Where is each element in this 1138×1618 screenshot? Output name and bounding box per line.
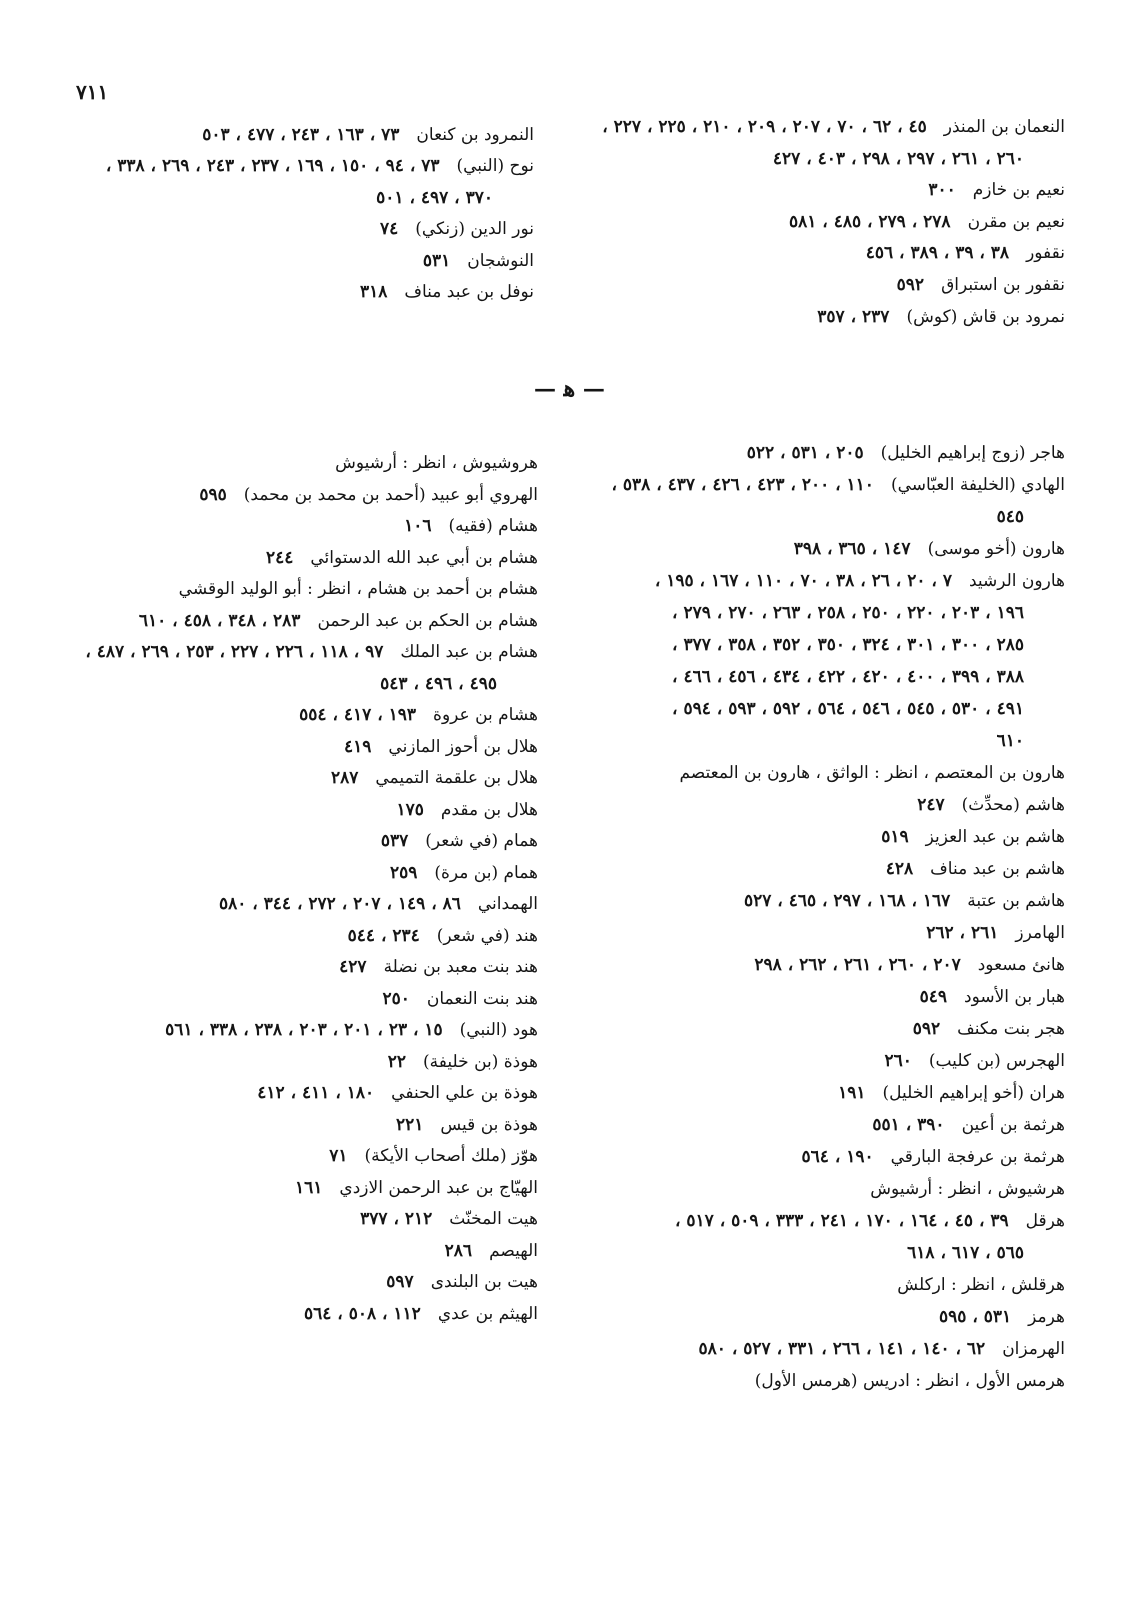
index-entry [866,242,1065,264]
entry-name: هشام بن أحمد بن هشام ، انظر : أبو الوليد الوقشي [178,579,538,599]
entry-page-refs: ٢٧٨ ، ٢٧٩ ، ٤٨٥ ، ٥٨١ [788,211,951,232]
index-entry [913,1018,1065,1040]
entry-name: هند بنت النعمان [426,988,538,1009]
index-entry-continuation [376,187,510,209]
entry-name: هارون الرشيد [968,571,1065,591]
section-letter-heading: — ﻫ — [534,376,605,402]
index-entry-continuation [380,673,514,695]
entry-name: هانئ مسعود [977,955,1065,975]
entry-name: الهادي (الخليفة العبّاسي) [890,475,1065,495]
index-entry [299,704,538,726]
entry-page-refs: ٢٠٧ ، ٢٦٠ ، ٢٦١ ، ٢٦٢ ، ٢٩٨ [754,955,961,975]
index-entry-continuation [672,634,1041,656]
entry-page-refs: ٦١٠ [996,731,1024,751]
index-entry [295,1177,538,1199]
entry-name: هاشم بن عبد العزيز [925,827,1065,847]
entry-page-refs: ٥٦٥ ، ٦١٧ ، ٦١٨ [907,1243,1024,1263]
entry-page-refs: ٢٨٥ ، ٣٠٠ ، ٣٠١ ، ٣٢٤ ، ٣٥٠ ، ٣٥٢ ، ٣٥٨ ، ٣٧٧ ، [672,635,1024,655]
entry-name: هرثمة بن أعين [961,1115,1065,1135]
entry-name: هران (أخو إبراهيم الخليل) [882,1083,1065,1103]
entry-page-refs: ٤٩١ ، ٥٣٠ ، ٥٤٥ ، ٥٤٦ ، ٥٦٤ ، ٥٩٢ ، ٥٩٣ ، ٥٩٤ ، [672,699,1024,719]
index-entry [165,1019,538,1041]
index-entry [802,1146,1066,1168]
index-entry [386,1271,538,1293]
entry-name: النمرود بن كنعان [416,125,534,145]
entry-name: الهيثم بن عدي [437,1303,538,1324]
entry-page-refs: ١١٢ ، ٥٠٨ ، ٥٦٤ [303,1303,421,1324]
entry-page-refs: ١٠٦ [404,516,432,536]
entry-name: نقفور [1026,243,1065,264]
entry-name: نوفل بن عبد مناف [404,282,534,302]
index-entry [754,954,1065,976]
entry-page-refs: ٣١٨ [359,282,388,302]
index-entry-continuation [672,602,1041,624]
entry-name: هوذة بن قيس [440,1114,538,1135]
index-entry [920,986,1065,1008]
index-entry [853,1178,1065,1200]
entry-page-refs: ٣٧٠ ، ٤٩٧ ، ٥٠١ [376,187,493,208]
index-entry [390,862,538,884]
entry-page-refs: ٧٤ [379,219,399,240]
index-entry-continuation [773,148,1041,170]
index-entry [360,1208,538,1230]
entry-page-refs: ٢١٢ ، ٣٧٧ [360,1209,433,1229]
index-entry [917,794,1065,816]
entry-name: هلال بن علقمة التميمي [375,768,538,788]
index-entry-continuation [997,730,1041,752]
index-entry [897,274,1065,296]
entry-page-refs: ١٩٦ ، ٢٠٣ ، ٢٢٠ ، ٢٥٠ ، ٢٥٨ ، ٢٦٣ ، ٢٧٠ ، ٢٧٩ ، [672,603,1024,623]
index-entry [747,442,1065,464]
entry-page-refs: ٥٣١ [422,250,451,271]
entry-page-refs: ٧٣ ، ٩٤ ، ١٥٠ ، ١٦٩ ، ٢٣٧ ، ٢٤٣ ، ٢٦٩ ، ٣٣٨ ، [105,156,440,177]
index-column-top-left [60,124,534,324]
index-entry [884,1050,1065,1072]
entry-name: هند بنت معبد بن نضلة [383,957,538,977]
entry-page-refs: ٢٨٦ [444,1240,473,1261]
entry-page-refs: ٢٦٠ [884,1051,912,1071]
entry-page-refs: ٢٦٠ ، ٢٦١ ، ٢٩٧ ، ٢٩٨ ، ٤٠٣ ، ٤٢٧ [772,148,1024,169]
index-entry [699,1338,1065,1360]
index-entry [445,1240,538,1262]
entry-page-refs: ٣٨٨ ، ٣٩٩ ، ٤٠٠ ، ٤٢٠ ، ٤٢٢ ، ٤٣٤ ، ٤٥٦ ، ٤٦٦ ، [672,667,1024,687]
index-entry [423,250,534,272]
entry-page-refs: ٥٤٩ [919,987,948,1007]
entry-name: هاشم بن عتبة [967,891,1065,911]
entry-name: هشام بن الحكم بن عبد الرحمن [317,610,538,631]
index-entry [794,538,1065,560]
entry-name: نقفور بن استبراق [941,275,1065,295]
entry-name: نور الدين (زنكي) [415,219,534,240]
entry-name: همام (في شعر) [425,831,538,851]
index-entry [928,179,1065,201]
index-entry [611,474,1065,496]
index-entry-continuation [672,666,1041,688]
index-entry [388,1051,538,1073]
entry-name: هرمس الأول ، انظر : ادريس (هرمس الأول) [754,1371,1065,1391]
index-entry [331,767,538,789]
index-entry [396,1114,538,1136]
entry-name: هلال بن مقدم [440,799,538,820]
entry-name: هوذة (بن خليفة) [423,1051,538,1072]
entry-name: هاجر (زوج إبراهيم الخليل) [880,443,1065,463]
entry-page-refs: ٦٢ ، ١٤٠ ، ١٤١ ، ٢٦٦ ، ٣٣١ ، ٥٢٧ ، ٥٨٠ [698,1339,986,1359]
entry-page-refs: ١٩١ [838,1083,866,1103]
index-entry-continuation [997,506,1041,528]
entry-name: همام (بن مرة) [434,862,538,883]
index-entry [404,515,538,537]
entry-page-refs: ٥٤٥ [996,507,1024,527]
entry-name: هارون بن المعتصم ، انظر : الواثق ، هارون بن المعتصم [679,763,1065,783]
entry-page-refs: ٢٨٧ [330,768,359,788]
entry-name: الهرمزان [1002,1339,1065,1359]
entry-page-refs: ٢٣٤ ، ٥٤٤ [347,925,420,946]
entry-page-refs: ٥٩٥ [199,484,227,505]
index-entry [106,155,534,177]
index-entry [199,484,538,506]
entry-name: هرثمة بن عرفجة البارقي [890,1147,1065,1167]
entry-name: الهمداني [477,894,538,914]
entry-page-refs: ٥٩٧ [386,1272,414,1292]
index-entry [744,890,1065,912]
entry-page-refs: ٧١ [329,1146,348,1166]
index-entry [789,211,1065,233]
entry-name: هرقل [1025,1211,1065,1231]
index-entry [838,1082,1065,1104]
entry-page-refs: ١٦٧ ، ١٦٨ ، ٢٩٧ ، ٤٦٥ ، ٥٢٧ [743,891,951,911]
entry-name: النعمان بن المنذر [943,117,1065,137]
index-entry [329,1145,538,1167]
entry-page-refs: ٣٨ ، ٣٩ ، ٣٨٩ ، ٤٥٦ [865,243,1010,264]
entry-page-refs: ٢٢١ [395,1114,424,1135]
entry-page-refs: ٥٣١ ، ٥٩٥ [939,1307,1012,1327]
index-entry [886,858,1065,880]
entry-page-refs: ١٨٠ ، ٤١١ ، ٤١٢ [257,1083,375,1103]
entry-page-refs: ٩٧ ، ١١٨ ، ٢٢٦ ، ٢٢٧ ، ٢٥٣ ، ٢٦٩ ، ٤٨٧ ، [85,642,384,662]
entry-page-refs: ٤٩٥ ، ٤٩٦ ، ٥٤٣ [380,673,497,694]
index-entry [348,925,538,947]
index-entry [926,922,1065,944]
entry-name: الهامرز [1015,923,1065,943]
page-number: ٧١١ [76,80,109,104]
entry-name: هبار بن الأسود [964,987,1065,1007]
index-entry-continuation [907,1242,1041,1264]
entry-name: نعيم بن خازم [972,180,1065,201]
entry-name: هند (في شعر) [436,925,538,946]
entry-name: هيت المخنّث [449,1209,538,1229]
entry-name: هارون (أخو موسى) [927,539,1065,559]
index-entry-continuation [672,698,1041,720]
entry-name: هشام بن عروة [433,705,538,725]
index-entry [381,830,538,852]
entry-page-refs: ٧ ، ٢٠ ، ٢٦ ، ٣٨ ، ٧٠ ، ١١٠ ، ١٦٧ ، ١٩٥ ، [654,571,952,591]
entry-page-refs: ١٩٣ ، ٤١٧ ، ٥٥٤ [299,705,417,725]
index-entry [872,1114,1065,1136]
entry-name: هاشم (محدِّث) [961,795,1065,815]
index-entry [257,1082,538,1104]
index-entry [382,988,538,1010]
entry-name: هرشيوش ، انظر : أرشيوش [870,1179,1065,1199]
entry-page-refs: ٥٣٧ [380,831,409,851]
entry-name: هروشيوش ، انظر : أرشيوش [335,453,538,473]
entry-page-refs: ١١٠ ، ٢٠٠ ، ٤٢٣ ، ٤٢٦ ، ٤٣٧ ، ٥٣٨ ، [611,475,874,495]
index-entry [662,762,1065,784]
entry-name: هجر بنت مكنف [957,1019,1065,1039]
index-entry [675,1210,1065,1232]
index-entry [817,306,1065,328]
entry-name: الهيّاج بن عبد الرحمن الازدي [339,1177,538,1198]
entry-name: هود (النبي) [459,1020,538,1040]
entry-page-refs: ٢٥٩ [389,862,418,883]
index-column-top-right [560,116,1065,346]
entry-name: هرقلش ، انظر : اركلش [897,1275,1065,1295]
entry-name: هوذة بن علي الحنفي [391,1083,538,1103]
entry-name: هشام (فقيه) [448,516,538,536]
entry-page-refs: ٧٣ ، ١٦٣ ، ٢٤٣ ، ٤٧٧ ، ٥٠٣ [202,125,400,145]
entry-page-refs: ١٦١ [295,1177,323,1198]
index-entry [380,218,534,240]
entry-page-refs: ٤١٩ [344,736,372,757]
index-entry [360,281,534,303]
entry-page-refs: ١٧٥ [396,799,424,820]
entry-name: نعيم بن مقرن [967,211,1065,232]
entry-page-refs: ٢٢ [387,1051,407,1072]
entry-name: الهيصم [489,1240,538,1261]
entry-page-refs: ٥١٩ [881,827,909,847]
entry-name: هشام بن عبد الملك [400,642,538,662]
index-entry [880,1274,1065,1296]
entry-page-refs: ١٩٠ ، ٥٦٤ [801,1147,874,1167]
index-entry [881,826,1065,848]
entry-page-refs: ٢٣٧ ، ٣٥٧ [817,306,890,327]
index-entry [939,1306,1065,1328]
entry-page-refs: ٤٥ ، ٦٢ ، ٧٠ ، ٢٠٧ ، ٢٠٩ ، ٢١٠ ، ٢٢٥ ، ٢٢٧ ، [602,117,927,137]
entry-name: هاشم بن عبد مناف [930,859,1065,879]
entry-page-refs: ٥٩٢ [912,1019,941,1039]
index-column-bottom-right [560,442,1065,1422]
entry-name: هيت بن البلندى [430,1272,538,1292]
entry-name: هلال بن أحوز المازني [388,736,538,757]
entry-name: نمرود بن قاش (كوش) [906,306,1065,327]
entry-name: الهروي أبو عبيد (أحمد بن محمد بن محمد) [243,484,538,505]
entry-page-refs: ٣٠٠ [928,180,956,201]
entry-page-refs: ٢٦١ ، ٢٦٢ [926,923,999,943]
index-entry [202,124,534,146]
entry-page-refs: ٣٩ ، ٤٥ ، ١٦٤ ، ١٧٠ ، ٢٤١ ، ٣٣٣ ، ٥٠٩ ، ٥١٧ ، [674,1211,1009,1231]
entry-name: هشام بن أبي عبد الله الدستوائي [310,547,538,568]
index-entry [396,799,538,821]
entry-name: هوّز (ملك أصحاب الأيكة) [364,1146,538,1166]
entry-name: النوشجان [467,250,534,271]
index-entry [266,547,538,569]
entry-name: الهجرس (بن كليب) [928,1051,1065,1071]
index-column-bottom-left [60,452,538,1372]
entry-page-refs: ٥٩٢ [896,275,925,295]
entry-page-refs: ١٥ ، ٢٣ ، ٢٠١ ، ٢٠٣ ، ٢٣٨ ، ٣٣٨ ، ٥٦١ [165,1020,443,1040]
index-entry [162,578,538,600]
entry-page-refs: ١٤٧ ، ٣٦٥ ، ٣٩٨ [793,539,911,559]
index-entry [602,116,1065,138]
index-entry [139,610,538,632]
entry-page-refs: ٢٠٥ ، ٥٣١ ، ٥٢٢ [746,443,864,463]
index-entry [339,956,538,978]
entry-page-refs: ٢٤٤ [265,547,294,568]
entry-page-refs: ٢٥٠ [382,988,410,1009]
entry-page-refs: ٢٨٣ ، ٣٤٨ ، ٤٥٨ ، ٦١٠ [138,610,301,631]
index-entry [85,641,538,663]
entry-name: نوح (النبي) [456,156,534,177]
index-entry [344,736,538,758]
index-entry [738,1370,1065,1392]
index-entry [655,570,1065,592]
entry-page-refs: ٣٩٠ ، ٥٥١ [872,1115,945,1135]
index-entry [219,893,538,915]
index-entry [318,452,538,474]
index-entry [304,1303,538,1325]
entry-page-refs: ٤٢٧ [339,957,367,977]
entry-page-refs: ٢٤٧ [917,795,945,815]
entry-page-refs: ٨٦ ، ١٤٩ ، ٢٠٧ ، ٢٧٢ ، ٣٤٤ ، ٥٨٠ [218,894,461,914]
entry-name: هرمز [1028,1307,1065,1327]
entry-page-refs: ٤٢٨ [885,859,914,879]
